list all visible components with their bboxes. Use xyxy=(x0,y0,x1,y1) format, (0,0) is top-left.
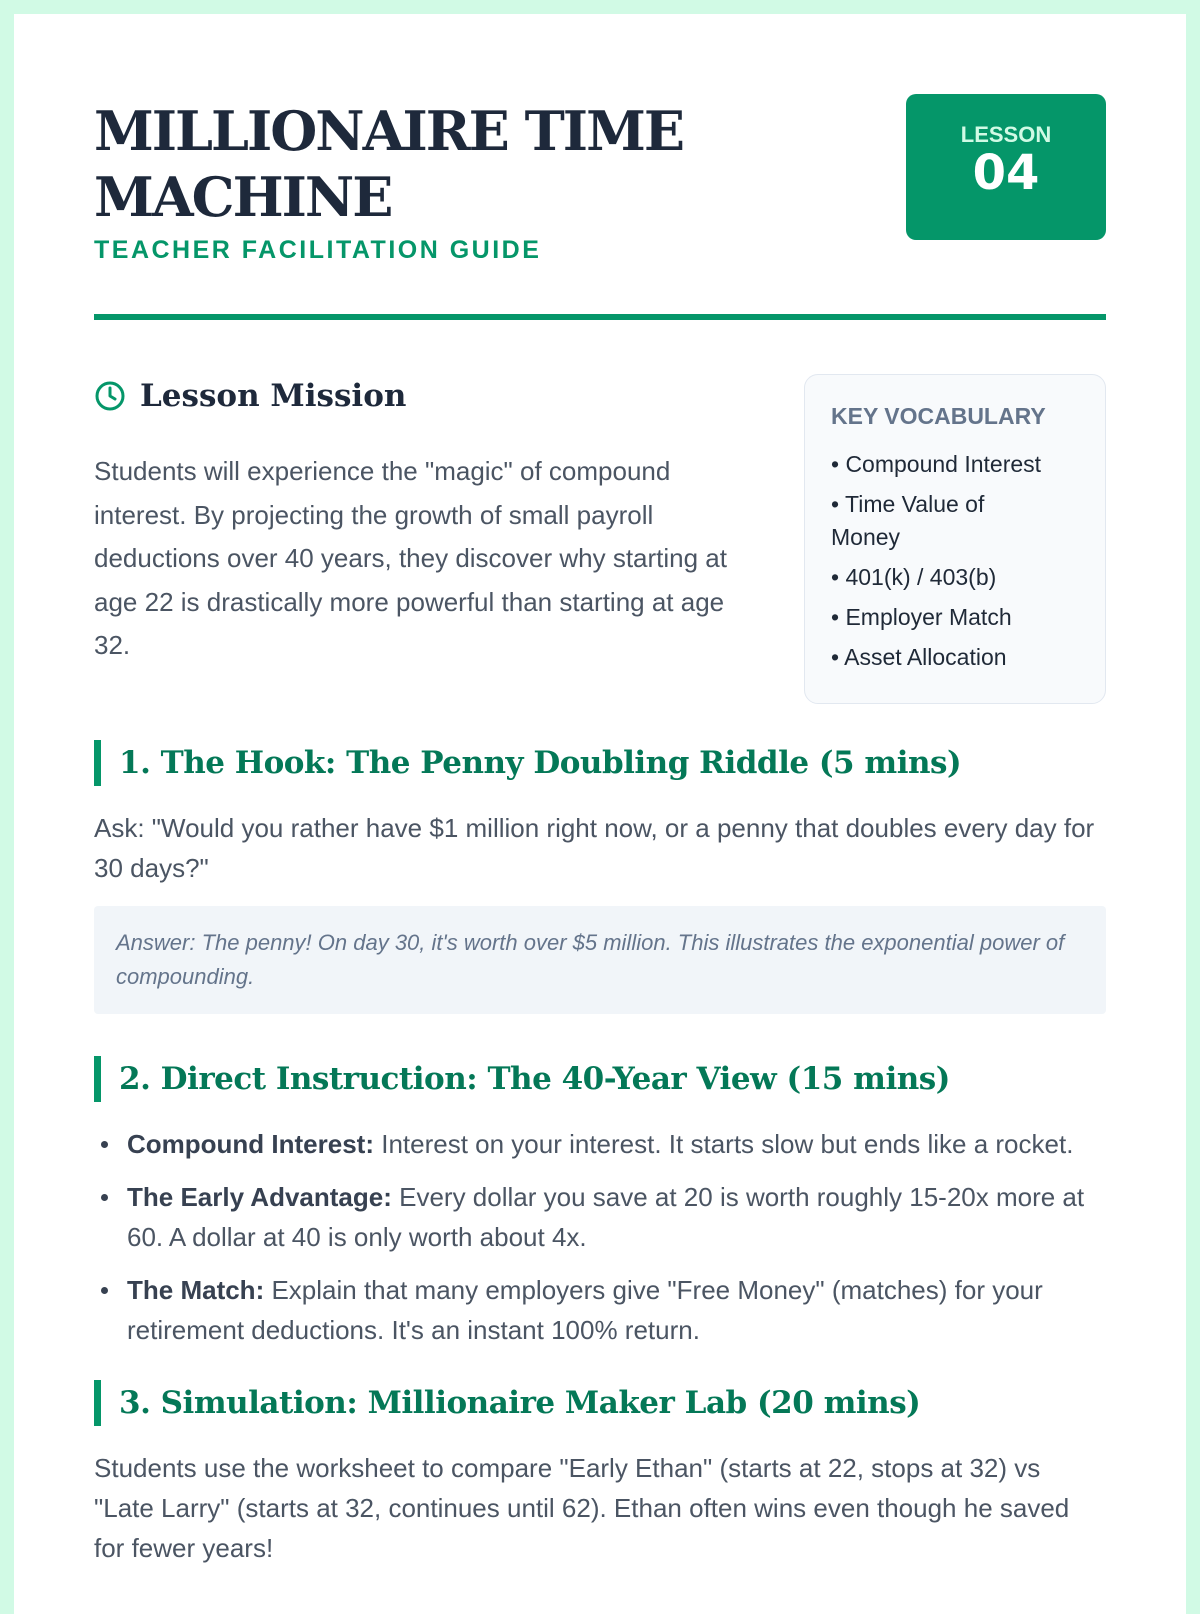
guide-page xyxy=(14,14,1186,1614)
vocabulary-item: • Compound Interest xyxy=(831,451,1042,477)
vocabulary-item: • 401(k) / 403(b) xyxy=(831,564,997,590)
clock-icon xyxy=(94,380,126,412)
section-text: Ask: "Would you rather have $1 million right now, or a penny that doubles every day for 30 days?" xyxy=(94,813,1095,883)
vocabulary-title: KEY VOCABULARY xyxy=(831,403,1046,429)
lesson-label: LESSON xyxy=(960,122,1052,147)
list-item-text: Explain that many employers give "Free Money" (matches) for your retirement deductions. It's an instant 100% return. xyxy=(127,1275,1043,1345)
section-heading: 1. The Hook: The Penny Doubling Riddle (5 mins) xyxy=(94,740,1106,786)
section-heading: 3. Simulation: Millionaire Maker Lab (20 mins) xyxy=(94,1380,1106,1426)
list-item xyxy=(94,1124,1106,1164)
section-heading: 2. Direct Instruction: The 40-Year View (15 mins) xyxy=(94,1056,1106,1102)
list-item-text: Interest on your interest. It starts slow but ends like a rocket. xyxy=(374,1129,1074,1159)
mission-row xyxy=(94,320,1106,740)
key-vocabulary-box xyxy=(804,374,1106,704)
lesson-number: 04 xyxy=(972,145,1040,201)
section-text: Students use the worksheet to compare "Early Ethan" (starts at 22, stops at 32) vs "Late Larry" (starts at 32, continues until 62). Ethan often wins even though he saved for fewer years! xyxy=(94,1453,1070,1563)
mission-heading xyxy=(94,378,406,414)
mission-text: Students will experience the "magic" of compound interest. By projecting the growth of small payroll deductions over 40 years, they discover why starting at age 22 is drastically more powerful than starting at age 32. xyxy=(94,456,727,660)
list-item xyxy=(94,1270,1106,1350)
vocabulary-item: • Time Value of Money xyxy=(831,491,985,550)
mission-title: Lesson Mission xyxy=(140,378,407,414)
page-header xyxy=(94,14,1106,320)
list-item-term: The Early Advantage: xyxy=(127,1182,392,1212)
answer-callout: Answer: The penny! On day 30, it's worth over $5 million. This illustrates the exponential power of compounding. xyxy=(94,906,1106,1014)
page-title: MILLIONAIRE TIME MACHINE xyxy=(94,99,683,229)
vocabulary-item: • Asset Allocation xyxy=(831,644,1007,670)
section-hook xyxy=(94,740,1106,1014)
vocabulary-item: • Employer Match xyxy=(831,604,1012,630)
list-item xyxy=(94,1177,1106,1257)
page-subtitle: TEACHER FACILITATION GUIDE xyxy=(94,236,542,264)
section-simulation xyxy=(94,1380,1106,1568)
list-item-term: Compound Interest: xyxy=(127,1129,374,1159)
instruction-list xyxy=(94,1124,1106,1350)
list-item-text: Every dollar you save at 20 is worth roughly 15-20x more at 60. A dollar at 40 is only worth about 4x. xyxy=(127,1182,1085,1252)
list-item-term: The Match: xyxy=(127,1275,265,1305)
section-instruction xyxy=(94,1056,1106,1350)
lesson-badge xyxy=(906,94,1106,240)
